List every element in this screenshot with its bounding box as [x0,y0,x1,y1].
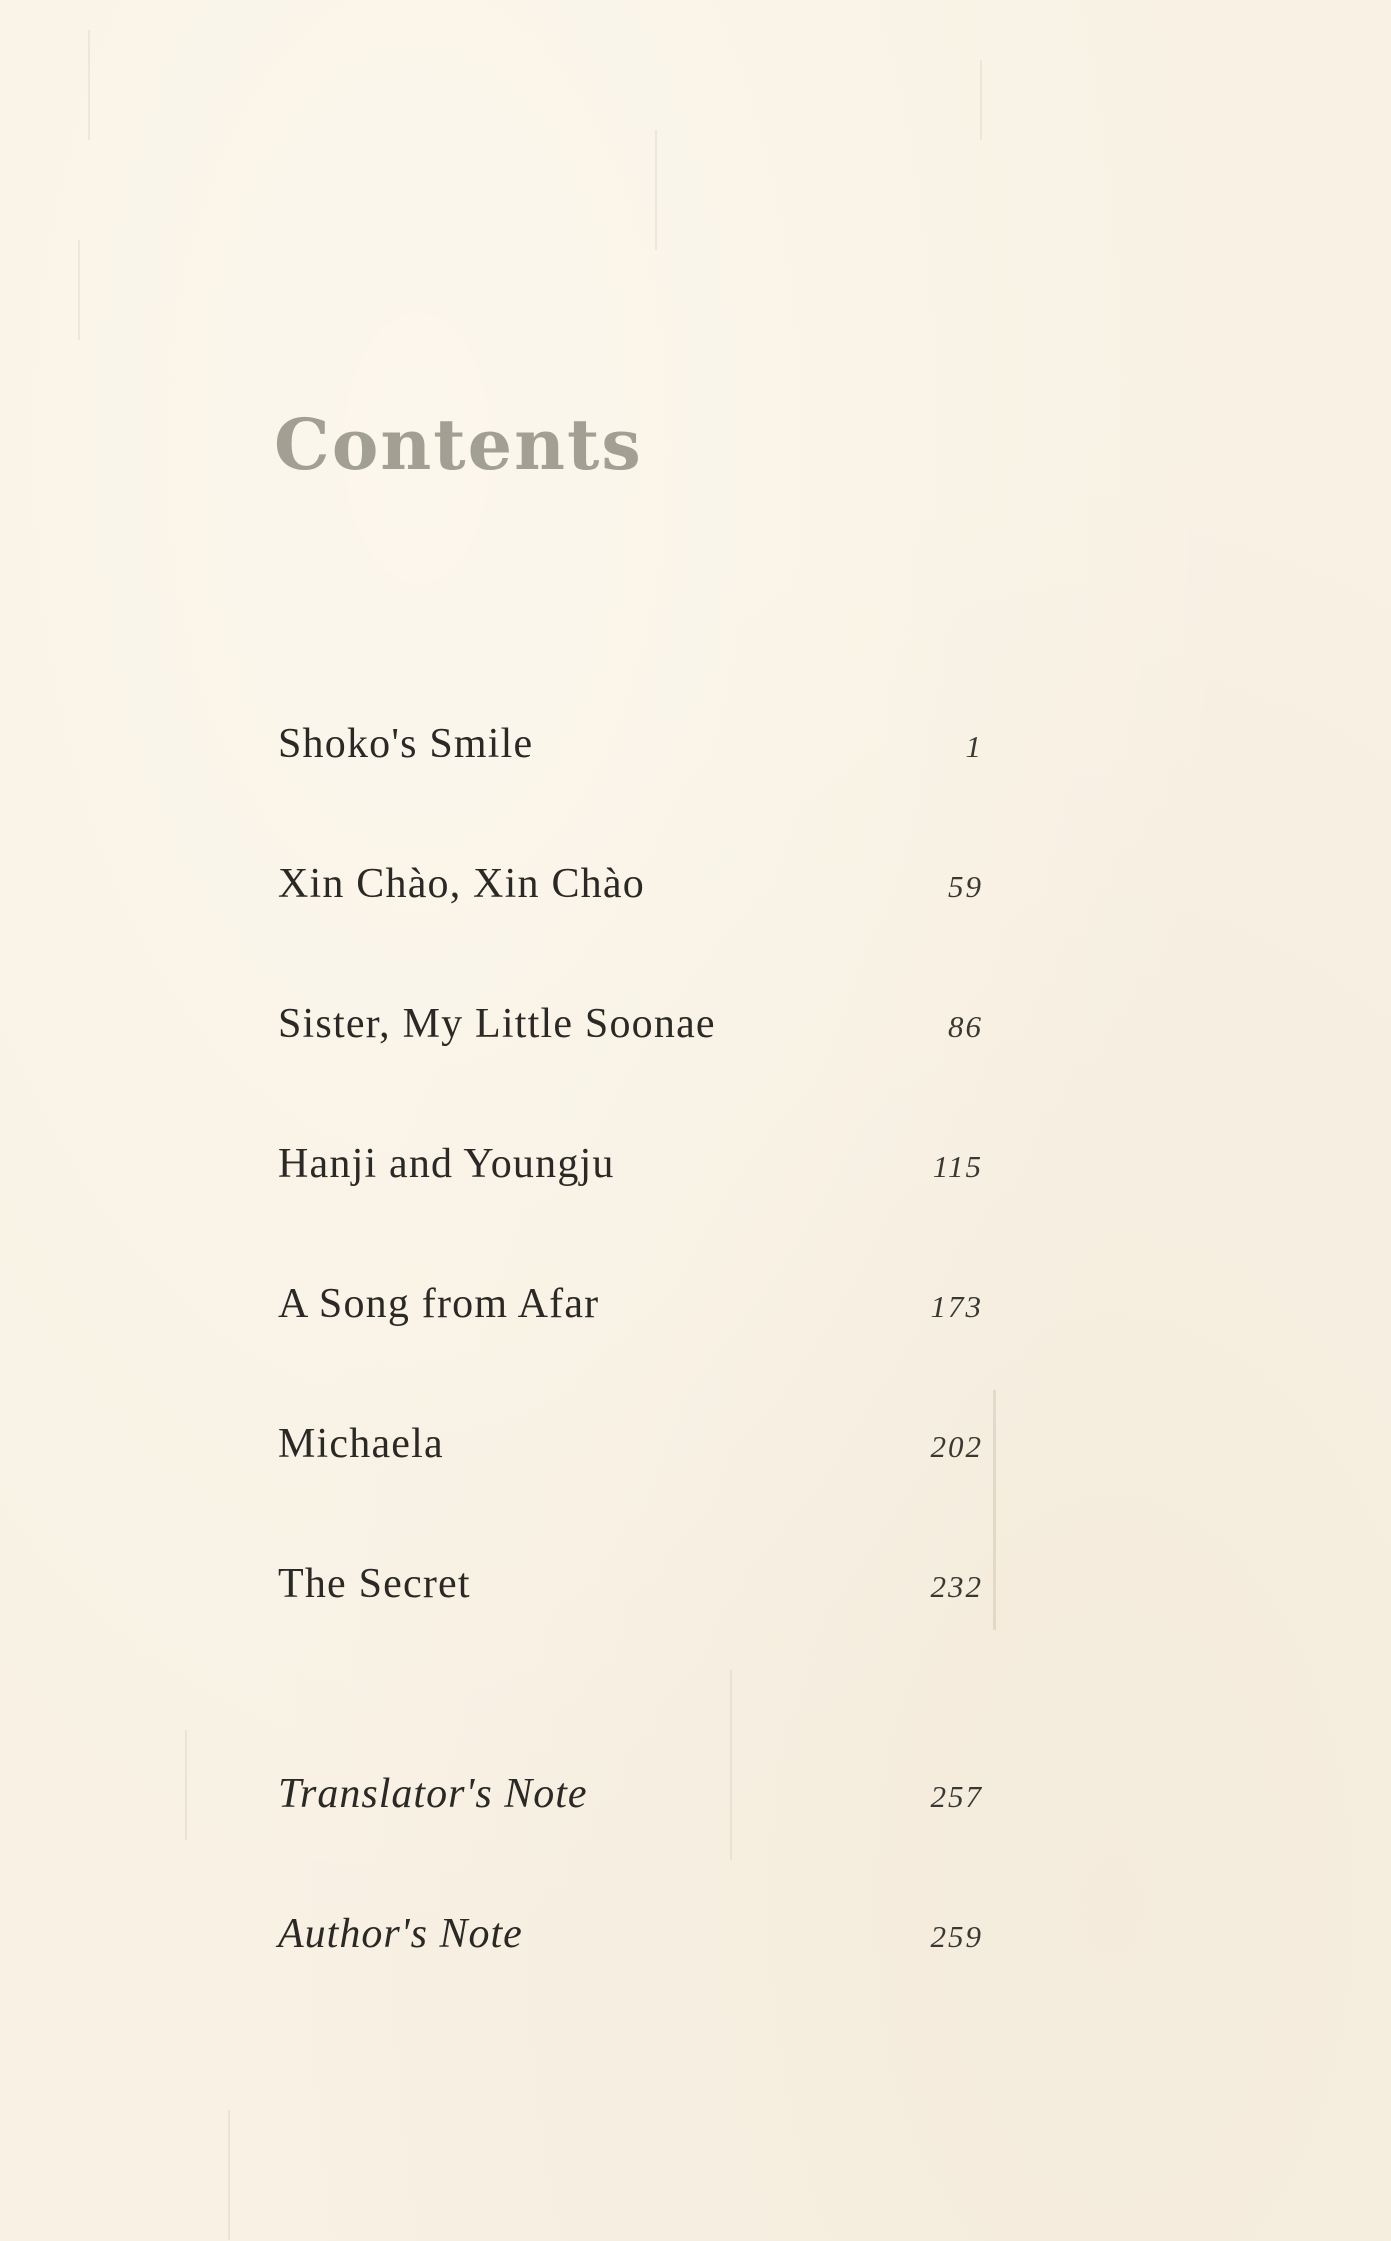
toc-entry-page: 202 [930,1429,983,1464]
toc-entry-page: 115 [932,1149,983,1184]
toc-entry-title: The Secret [278,1561,471,1607]
toc-entry-page: 59 [948,869,983,904]
toc-entry-page: 1 [965,729,983,764]
toc-entry-title: Shoko's Smile [278,721,534,767]
paper-scratch [88,30,90,140]
toc-entry [278,720,983,780]
page-title: Contents [274,403,643,486]
toc-entry [278,1140,983,1200]
toc-entry-page: 86 [948,1009,983,1044]
paper-scratch [993,1390,996,1630]
paper-scratch [730,1670,732,1860]
toc-note-page: 257 [930,1779,983,1814]
toc-note-title: Translator's Note [278,1771,588,1817]
toc-entry [278,1280,983,1340]
toc-note-page: 259 [930,1919,983,1954]
toc-entry-title: Hanji and Youngju [278,1141,615,1187]
paper-scratch [185,1730,187,1840]
paper-scratch [78,240,80,340]
paper-scratch [228,2110,230,2240]
toc-entry [278,860,983,920]
toc-entry-page: 173 [930,1289,983,1324]
toc-note-title: Author's Note [278,1911,523,1957]
paper-scratch [655,130,657,250]
toc-entry-page: 232 [930,1569,983,1604]
toc-note-entry [278,1910,983,1970]
toc-entry-title: Sister, My Little Soonae [278,1001,716,1047]
toc-entry [278,1560,983,1620]
toc-note-entry [278,1770,983,1830]
paper-scratch [980,60,982,140]
toc-entry [278,1420,983,1480]
toc-entry-title: Xin Chào, Xin Chào [278,861,645,907]
toc-entry [278,1000,983,1060]
toc-entry-title: Michaela [278,1421,444,1467]
toc-entry-title: A Song from Afar [278,1281,600,1327]
